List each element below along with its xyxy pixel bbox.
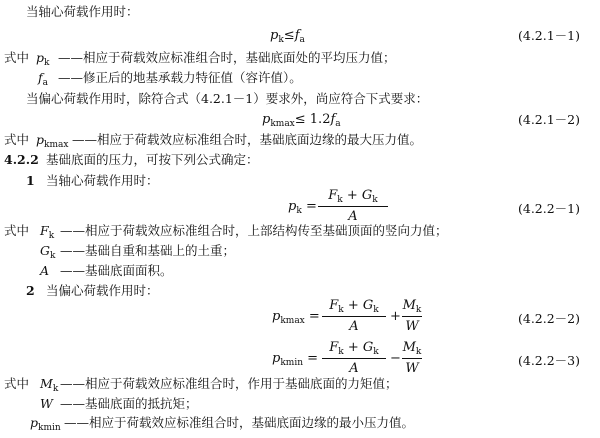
definition-text: ——相应于荷载效应标准组合时，基础底面边缘的最大压力值。 <box>72 132 423 147</box>
formula-equals: = <box>307 351 319 366</box>
equation-number: (4.2.2－1) <box>517 201 580 216</box>
symbol-subscript: k <box>48 231 55 241</box>
fraction-denominator: W <box>405 319 419 334</box>
definition-line <box>0 394 600 414</box>
definition-lead: 式中 <box>4 50 30 65</box>
fraction-numerator <box>318 186 388 206</box>
fraction <box>322 296 386 337</box>
formula-symbol: F <box>329 340 339 355</box>
formula-lhs <box>272 309 320 326</box>
paragraph-text: 当轴心荷载作用时： <box>26 4 139 19</box>
formula-subscript: k <box>338 347 344 357</box>
equation-formula <box>270 26 305 50</box>
formula-symbol: p <box>270 28 279 43</box>
item-text: 当偏心荷载作用时： <box>46 283 159 298</box>
formula-symbol: F <box>328 188 338 203</box>
formula-symbol: f <box>294 28 300 43</box>
definition-text: ——修正后的地基承载力特征值（容许值）。 <box>58 70 302 85</box>
text-line <box>0 2 600 22</box>
formula-symbol: G <box>361 188 373 203</box>
definition-lead: 式中 <box>4 376 30 391</box>
formula-operator: + <box>343 340 363 355</box>
formula-lhs <box>288 199 317 216</box>
equation-number: (4.2.1－2) <box>517 112 580 127</box>
equation-row <box>0 26 600 46</box>
definition-line <box>0 374 600 394</box>
fraction <box>402 296 422 337</box>
formula-symbol: F <box>329 298 339 313</box>
definition-line <box>0 68 600 88</box>
formula-symbol: f <box>330 112 336 127</box>
equation-row <box>0 110 600 130</box>
symbol-subscript: a <box>42 78 49 88</box>
fraction-formula <box>272 296 422 340</box>
fraction-numerator <box>322 296 386 316</box>
definition-lead: 式中 <box>4 223 30 238</box>
formula-symbol: G <box>362 298 374 313</box>
formula-symbol: M <box>402 340 416 355</box>
item-text: 当轴心荷载作用时： <box>46 173 159 188</box>
symbol-main: F <box>40 223 49 238</box>
formula-symbol: p <box>272 309 281 324</box>
section-heading-line <box>0 150 600 170</box>
formula-lhs <box>272 351 318 368</box>
formula-symbol: p <box>272 351 281 366</box>
formula-subscript: k <box>337 195 343 205</box>
definition-text: ——基础自重和基础上的土重； <box>60 243 236 258</box>
symbol-subscript: k <box>44 58 50 68</box>
paragraph-text: 当偏心荷载作用时，除符合式（4.2.1－1）要求外，尚应符合下式要求： <box>26 91 429 106</box>
symbol-subscript: k <box>50 251 56 261</box>
symbol-main: M <box>40 376 53 391</box>
definition-symbol: W <box>40 396 53 411</box>
formula-equals: = <box>305 199 317 214</box>
formula-relation: ≤ <box>283 28 295 43</box>
formula-subscript: k <box>373 305 379 315</box>
formula-subscript: a <box>335 119 341 129</box>
fraction-denominator: A <box>348 209 358 224</box>
fraction-numerator <box>402 338 422 358</box>
equation-number: (4.2.2－3) <box>517 353 580 368</box>
formula-subscript: k <box>338 305 344 315</box>
symbol-main: p <box>30 415 39 430</box>
fraction-denominator: A <box>349 319 359 334</box>
fraction <box>402 338 422 379</box>
fraction-numerator <box>402 296 422 316</box>
definition-line <box>0 241 600 261</box>
item-number: 1 <box>26 173 35 188</box>
equation-number: (4.2.2－2) <box>517 311 580 326</box>
symbol-main: p <box>36 50 45 65</box>
section-text: 基础底面的压力，可按下列公式确定： <box>46 152 259 167</box>
fraction-denominator: W <box>405 361 419 376</box>
definition-text: ——相应于荷载效应标准组合时，基础底面处的平均压力值； <box>58 50 396 65</box>
formula-operator: + <box>390 309 401 324</box>
formula-subscript: k <box>278 35 284 45</box>
formula-subscript: kmin <box>280 358 303 368</box>
formula-symbol: p <box>262 112 271 127</box>
formula-subscript: k <box>296 206 302 216</box>
formula-symbol: p <box>288 199 297 214</box>
section-number: 4.2.2 <box>4 152 39 167</box>
fraction-denominator: A <box>349 361 359 376</box>
definition-text: ——基础底面面积。 <box>60 263 173 278</box>
definition-lead: 式中 <box>4 132 30 147</box>
equation-row <box>0 296 600 340</box>
fraction-numerator <box>322 338 386 358</box>
formula-subscript: a <box>299 35 305 45</box>
symbol-main: f <box>38 70 43 85</box>
definition-text: ——相应于荷载效应标准组合时，上部结构传至基础顶面的竖向力值； <box>60 223 448 238</box>
symbol-subscript: k <box>52 384 59 394</box>
definition-text: ——基础底面的抵抗矩； <box>60 396 198 411</box>
equation-number: (4.2.1－1) <box>517 28 580 43</box>
definition-line <box>0 261 600 281</box>
formula-subscript: k <box>415 347 422 357</box>
formula-symbol: G <box>362 340 374 355</box>
definition-text: ——相应于荷载效应标准组合时，基础底面边缘的最小压力值。 <box>64 415 415 430</box>
symbol-main: p <box>36 132 45 147</box>
formula-operator: + <box>342 188 362 203</box>
definition-line <box>0 130 600 150</box>
definition-symbol <box>30 413 61 438</box>
definition-symbol: A <box>40 263 50 278</box>
symbol-main: G <box>40 243 50 258</box>
formula-relation: ≤ 1.2 <box>294 112 331 127</box>
formula-equals: = <box>308 309 320 324</box>
formula-subscript: k <box>372 195 378 205</box>
symbol-subscript: kmax <box>44 140 69 150</box>
definition-line <box>0 48 600 68</box>
formula-subscript: k <box>415 305 422 315</box>
formula-subscript: kmax <box>270 119 295 129</box>
formula-subscript: k <box>373 347 379 357</box>
fraction <box>322 338 386 379</box>
definition-text: ——相应于荷载效应标准组合时，作用于基础底面的力矩值； <box>60 376 398 391</box>
formula-symbol: M <box>402 298 416 313</box>
definition-line <box>0 221 600 241</box>
symbol-subscript: kmin <box>38 423 61 433</box>
definition-line <box>0 413 600 433</box>
item-number: 2 <box>26 283 35 298</box>
formula-operator: − <box>390 351 401 366</box>
text-line <box>0 89 600 109</box>
formula-subscript: kmax <box>280 316 305 326</box>
formula-operator: + <box>343 298 363 313</box>
